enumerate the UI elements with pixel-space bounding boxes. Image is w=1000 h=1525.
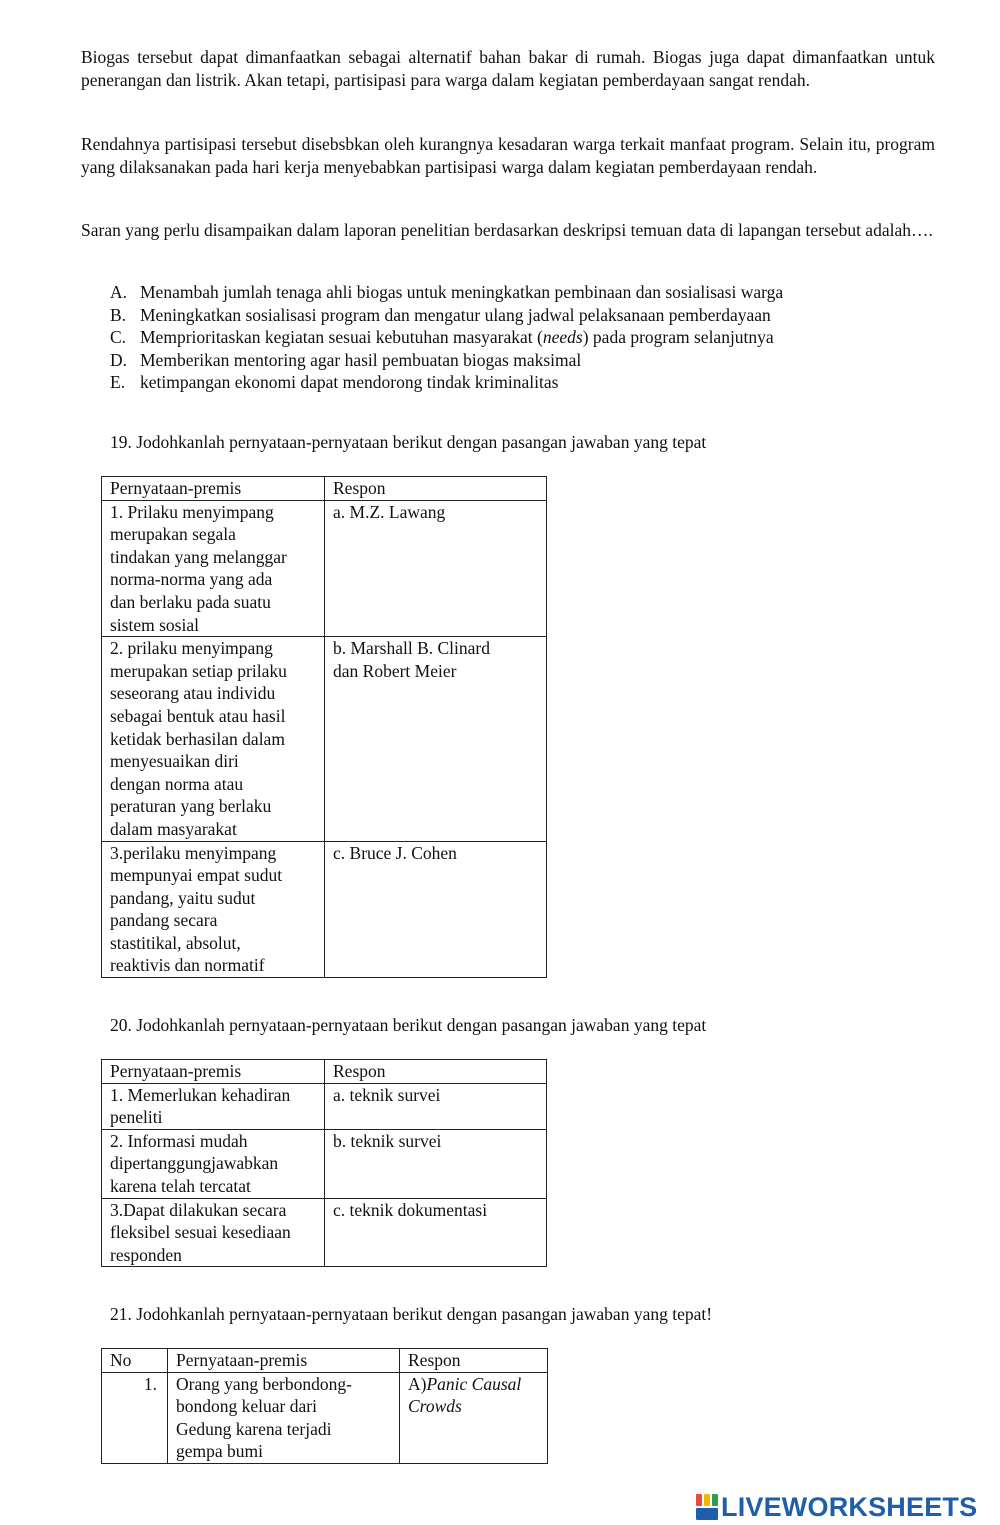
table-row [102,637,547,841]
paragraph-question: Saran yang perlu disampaikan dalam laporan penelitian berdasarkan deskripsi temuan data di lapangan tersebut adalah…. [81,220,933,240]
table-row [102,1083,547,1129]
header-respon: Respon [325,1060,547,1084]
paragraph-intro-2: Rendahnya partisipasi tersebut disebsbkan oleh kurangnya kesadaran warga terkait manfaat program. Selain itu, program yang dilaksanakan pada hari kerja menyebabkan partisipasi warga dalam kegiatan pemberdayaan rendah. [81,134,935,177]
premis-cell: 2. prilaku menyimpang merupakan setiap prilaku seseorang atau individu sebagai bentuk atau hasil ketidak berhasilan dalam menyesuaikan diri dengan norma atau peraturan yang berlaku dalam masyarakat [102,637,325,841]
table-row [102,1129,547,1198]
liveworksheets-logo-icon [696,1494,718,1520]
respon-cell[interactable]: b. teknik survei [325,1129,547,1198]
respon-cell[interactable]: A)Panic Causal Crowds [400,1372,548,1463]
question-21-title: 21. Jodohkanlah pernyataan-pernyataan berikut dengan pasangan jawaban yang tepat! [110,1304,713,1324]
header-respon: Respon [325,477,547,501]
logo-text: LIVEWORKSHEETS [721,1491,978,1522]
premis-cell: 1. Memerlukan kehadiran peneliti [102,1083,325,1129]
row-number: 1. [102,1372,168,1463]
paragraph-intro-1: Biogas tersebut dapat dimanfaatkan sebagai alternatif bahan bakar di rumah. Biogas juga dapat dimanfaatkan untuk penerangan dan listrik. Akan tetapi, partisipasi para warga dalam kegiatan pemberdayaan sangat rendah. [81,47,935,90]
premis-cell: 1. Prilaku menyimpang merupakan segala tindakan yang melanggar norma-norma yang ada dan berlaku pada suatu sistem sosial [102,500,325,637]
question-19-title: 19. Jodohkanlah pernyataan-pernyataan berikut dengan pasangan jawaban yang tepat [110,432,707,452]
option-e[interactable]: E. ketimpangan ekonomi dapat mendorong tindak kriminalitas [110,372,559,392]
respon-cell[interactable]: a. M.Z. Lawang [325,500,547,637]
liveworksheets-logo [696,1489,977,1525]
premis-cell: 3.perilaku menyimpang mempunyai empat sudut pandang, yaitu sudut pandang secara stastitikal, absolut, reaktivis dan normatif [102,841,325,978]
header-no: No [102,1349,168,1373]
premis-cell: 3.Dapat dilakukan secara fleksibel sesuai kesediaan responden [102,1198,325,1267]
header-respon: Respon [400,1349,548,1373]
option-c[interactable]: C. Memprioritaskan kegiatan sesuai kebutuhan masyarakat (needs) pada program selanjutnya [110,327,774,347]
header-premis: Pernyataan-premis [102,1060,325,1084]
table-header-row [102,1060,547,1084]
respon-cell[interactable]: c. teknik dokumentasi [325,1198,547,1267]
option-a[interactable]: A. Menambah jumlah tenaga ahli biogas untuk meningkatkan pembinaan dan sosialisasi warga [110,282,784,302]
table-row [102,1198,547,1267]
premis-cell: 2. Informasi mudah dipertanggungjawabkan karena telah tercatat [102,1129,325,1198]
matching-table-21 [101,1348,548,1464]
respon-cell[interactable]: a. teknik survei [325,1083,547,1129]
question-20-title: 20. Jodohkanlah pernyataan-pernyataan berikut dengan pasangan jawaban yang tepat [110,1015,707,1035]
premis-cell: Orang yang berbondong- bondong keluar dari Gedung karena terjadi gempa bumi [168,1372,400,1463]
table-header-row [102,477,547,501]
respon-cell[interactable]: b. Marshall B. Clinard dan Robert Meier [325,637,547,841]
matching-table-20 [101,1059,547,1267]
option-b[interactable]: B. Meningkatkan sosialisasi program dan mengatur ulang jadwal pelaksanaan pemberdayaan [110,304,771,325]
table-header-row [102,1349,548,1373]
header-premis: Pernyataan-premis [168,1349,400,1373]
table-row [102,841,547,978]
table-row [102,500,547,637]
option-d[interactable]: D. Memberikan mentoring agar hasil pembuatan biogas maksimal [110,349,582,370]
table-row [102,1372,548,1463]
header-premis: Pernyataan-premis [102,477,325,501]
respon-cell[interactable]: c. Bruce J. Cohen [325,841,547,978]
answer-options [110,281,930,394]
matching-table-19 [101,476,547,978]
